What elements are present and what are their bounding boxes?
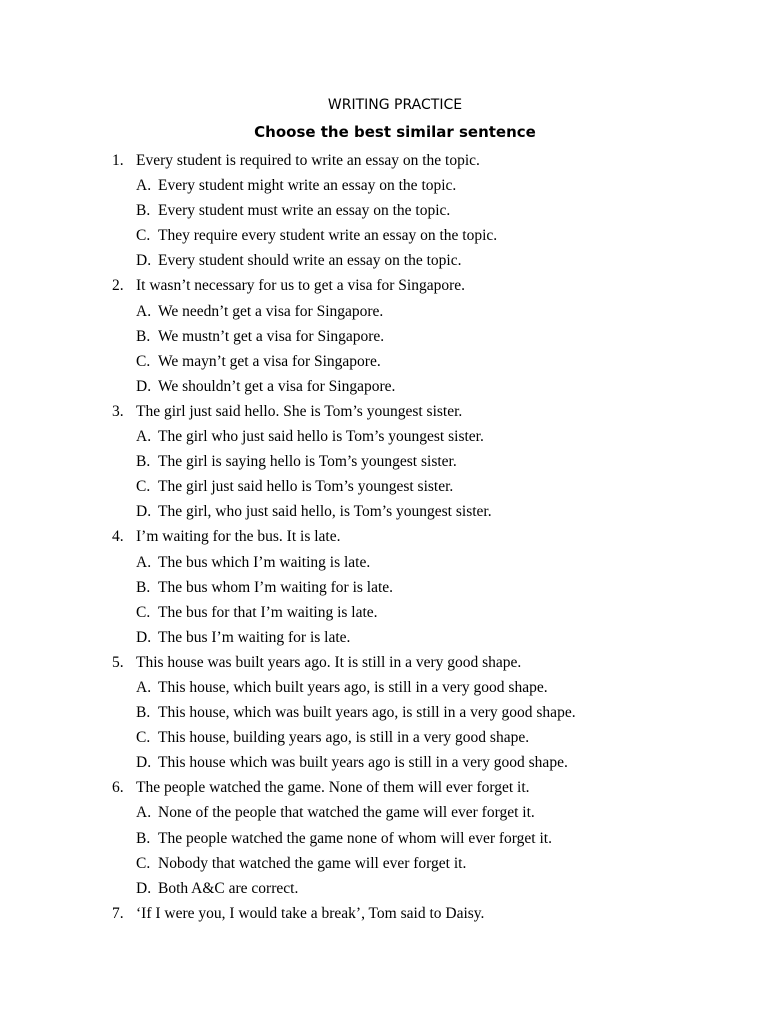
option-letter: D. — [136, 628, 152, 646]
answer-option — [0, 600, 768, 625]
question-number: 4. — [112, 528, 124, 546]
option-text: The people watched the game none of whom will ever forget it. — [158, 829, 552, 847]
option-text: Every student might write an essay on the topic. — [158, 177, 457, 195]
option-text: The bus whom I’m waiting for is late. — [158, 578, 394, 596]
answer-option — [0, 550, 768, 575]
answer-option — [0, 349, 768, 374]
option-letter: C. — [136, 603, 151, 621]
option-text: We mayn’t get a visa for Singapore. — [158, 352, 381, 370]
answer-option — [0, 750, 768, 775]
document-subtitle: Choose the best similar sentence — [254, 123, 536, 141]
question-number: 3. — [112, 402, 124, 420]
option-text: They require every student write an essay on the topic. — [158, 227, 498, 245]
answer-option — [0, 575, 768, 600]
option-text: The girl who just said hello is Tom’s youngest sister. — [158, 428, 484, 446]
answer-option — [0, 474, 768, 499]
question-text: I’m waiting for the bus. It is late. — [136, 528, 341, 546]
question-text: The girl just said hello. She is Tom’s youngest sister. — [136, 402, 463, 420]
question-item — [0, 775, 768, 800]
question-item — [0, 148, 768, 173]
option-text: The girl just said hello is Tom’s youngest sister. — [158, 478, 454, 496]
answer-option — [0, 826, 768, 851]
answer-option — [0, 800, 768, 825]
answer-option — [0, 374, 768, 399]
answer-option — [0, 725, 768, 750]
question-number: 1. — [112, 152, 124, 169]
answer-option — [0, 173, 768, 198]
option-text: This house, which was built years ago, is still in a very good shape. — [158, 704, 576, 722]
option-letter: D. — [136, 377, 152, 395]
answer-option — [0, 299, 768, 324]
option-letter: B. — [136, 202, 151, 220]
option-letter: A. — [136, 302, 152, 320]
question-text: ‘If I were you, I would take a break’, Tom said to Daisy. — [136, 904, 485, 922]
question-item — [0, 650, 768, 675]
answer-option — [0, 424, 768, 449]
question-list — [0, 148, 768, 926]
question-text: It wasn’t necessary for us to get a visa for Singapore. — [136, 277, 465, 295]
option-text: Every student should write an essay on the topic. — [158, 252, 462, 270]
question-item — [0, 273, 768, 298]
question-number: 7. — [112, 904, 124, 922]
option-text: None of the people that watched the game will ever forget it. — [158, 804, 535, 822]
document-title: WRITING PRACTICE — [327, 97, 463, 113]
option-letter: B. — [136, 578, 151, 596]
option-text: This house which was built years ago is still in a very good shape. — [158, 754, 568, 772]
answer-option — [0, 851, 768, 876]
option-letter: A. — [136, 678, 152, 696]
answer-option — [0, 248, 768, 273]
answer-option — [0, 675, 768, 700]
option-letter: A. — [136, 804, 152, 822]
answer-option — [0, 700, 768, 725]
option-letter: C. — [136, 854, 151, 872]
question-text: Every student is required to write an essay on the topic. — [136, 152, 480, 169]
option-text: We shouldn’t get a visa for Singapore. — [158, 377, 396, 395]
question-text: The people watched the game. None of them will ever forget it. — [136, 779, 530, 797]
option-letter: D. — [136, 503, 152, 521]
option-letter: B. — [136, 327, 151, 345]
question-item — [0, 399, 768, 424]
option-letter: C. — [136, 227, 151, 245]
option-letter: D. — [136, 252, 152, 270]
option-text: Both A&C are correct. — [158, 879, 299, 897]
option-text: The bus which I’m waiting is late. — [158, 553, 371, 571]
question-number: 2. — [112, 277, 124, 295]
option-text: The girl, who just said hello, is Tom’s youngest sister. — [158, 503, 492, 521]
option-letter: D. — [136, 879, 152, 897]
option-letter: A. — [136, 177, 152, 195]
option-letter: B. — [136, 829, 151, 847]
option-text: The bus I’m waiting for is late. — [158, 628, 351, 646]
answer-option — [0, 198, 768, 223]
answer-option — [0, 625, 768, 650]
question-number: 5. — [112, 653, 124, 671]
option-letter: C. — [136, 352, 151, 370]
option-text: This house, building years ago, is still in a very good shape. — [158, 729, 530, 747]
answer-option — [0, 223, 768, 248]
option-text: Nobody that watched the game will ever forget it. — [158, 854, 467, 872]
option-letter: A. — [136, 428, 152, 446]
option-letter: B. — [136, 704, 151, 722]
option-text: Every student must write an essay on the topic. — [158, 202, 451, 220]
question-item — [0, 524, 768, 549]
question-item — [0, 901, 768, 926]
answer-option — [0, 876, 768, 901]
question-number: 6. — [112, 779, 124, 797]
option-text: We needn’t get a visa for Singapore. — [158, 302, 384, 320]
option-letter: D. — [136, 754, 152, 772]
answer-option — [0, 499, 768, 524]
option-letter: C. — [136, 729, 151, 747]
option-letter: B. — [136, 453, 151, 471]
option-text: We mustn’t get a visa for Singapore. — [158, 327, 385, 345]
option-letter: C. — [136, 478, 151, 496]
question-text: This house was built years ago. It is still in a very good shape. — [136, 653, 522, 671]
option-text: The girl is saying hello is Tom’s youngest sister. — [158, 453, 457, 471]
option-text: This house, which built years ago, is still in a very good shape. — [158, 678, 548, 696]
answer-option — [0, 449, 768, 474]
option-letter: A. — [136, 553, 152, 571]
answer-option — [0, 324, 768, 349]
option-text: The bus for that I’m waiting is late. — [158, 603, 378, 621]
